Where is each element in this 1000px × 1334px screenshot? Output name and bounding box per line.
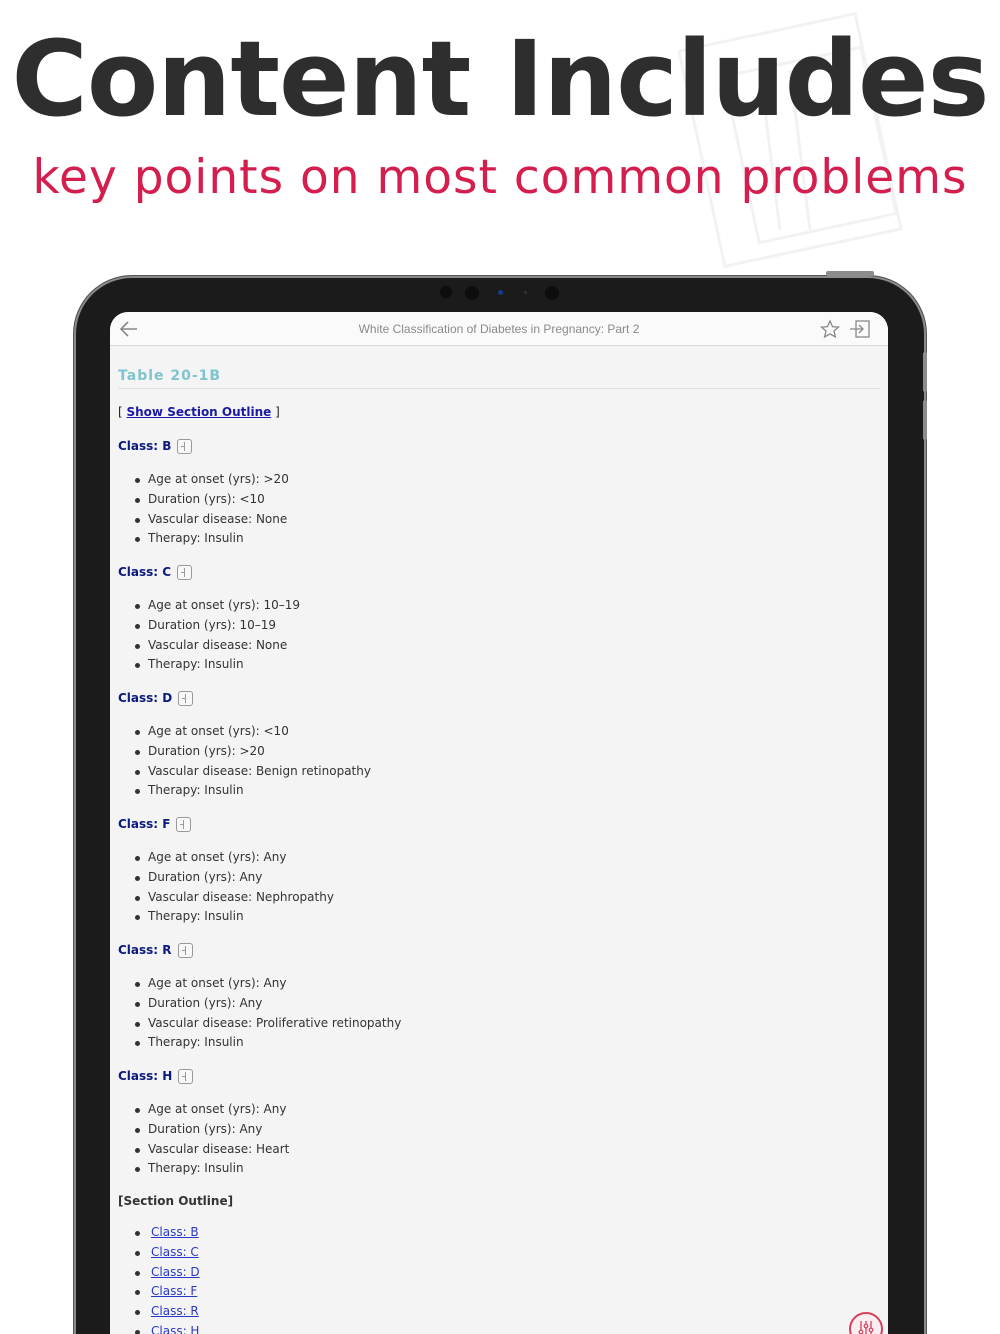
list-item: Age at onset (yrs): >20 [118,470,289,490]
class-heading-label: Class: D [118,691,173,705]
star-icon[interactable] [819,319,841,339]
list-item: Vascular disease: None [118,510,289,530]
table-title: Table 20-1B [118,368,222,384]
exit-to-box-icon[interactable] [849,319,871,339]
expand-icon[interactable] [177,565,192,580]
class-details-list [118,848,334,927]
outline-item [118,1223,200,1243]
expand-icon[interactable] [178,1069,193,1084]
list-item: Age at onset (yrs): 10–19 [118,596,300,616]
outline-link-class-f[interactable]: Class: F [151,1284,198,1299]
expand-icon[interactable] [177,439,192,454]
section-outline-heading: [Section Outline] [118,1194,234,1208]
list-item: Therapy: Insulin [118,655,300,675]
class-heading-label: Class: C [118,565,172,579]
sensor-dot-small [524,291,527,294]
outline-item [118,1263,200,1283]
class-heading-label: Class: R [118,943,172,957]
class-heading-label: Class: B [118,439,172,453]
class-details-list [118,470,289,549]
class-details-list [118,596,300,675]
list-item: Therapy: Insulin [118,1033,401,1053]
class-details-list [118,722,371,801]
sensor-lens [545,286,559,300]
class-heading-label: Class: H [118,1069,173,1083]
list-item: Therapy: Insulin [118,781,371,801]
list-item: Age at onset (yrs): Any [118,974,401,994]
bracket-close: ] [271,405,280,419]
list-item: Duration (yrs): Any [118,868,334,888]
outline-link-class-b[interactable]: Class: B [151,1225,199,1239]
show-outline-row [118,405,280,419]
title-divider [118,388,880,389]
promo-subheadline: key points on most common problems [32,150,968,205]
list-item: Vascular disease: Proliferative retinopathy [118,1014,401,1034]
list-item: Duration (yrs): >20 [118,742,371,762]
section-outline-list [118,1223,200,1334]
list-item: Duration (yrs): Any [118,994,401,1014]
show-section-outline-link[interactable]: Show Section Outline [126,405,272,419]
settings-fab[interactable] [849,1312,883,1334]
list-item: Age at onset (yrs): <10 [118,722,371,742]
expand-icon[interactable] [176,817,191,832]
list-item: Vascular disease: None [118,636,300,656]
class-details-list [118,1100,289,1179]
camera-indicator [498,290,503,295]
outline-link-class-c[interactable]: Class: C [151,1244,199,1259]
class-heading [118,563,192,581]
class-heading-label: Class: F [118,817,171,831]
list-item: Therapy: Insulin [118,529,289,549]
top-button [826,271,874,276]
class-heading [118,941,193,959]
outline-link-class-h[interactable]: Class: H [151,1323,200,1334]
outline-item [118,1322,200,1334]
list-item: Vascular disease: Heart [118,1140,289,1160]
class-heading [118,815,191,833]
promo-headline: Content Includes [11,18,989,140]
list-item: Duration (yrs): 10–19 [118,616,300,636]
outline-link-class-r[interactable]: Class: R [151,1304,199,1319]
outline-item [118,1302,200,1322]
list-item: Age at onset (yrs): Any [118,848,334,868]
navigation-bar [110,312,888,346]
volume-down-button [923,400,927,440]
list-item: Duration (yrs): Any [118,1120,289,1140]
list-item: Vascular disease: Nephropathy [118,888,334,908]
class-heading [118,437,192,455]
class-heading [118,689,193,707]
outline-item [118,1243,200,1263]
bracket-open: [ [118,405,127,419]
outline-link-class-d[interactable]: Class: D [151,1264,200,1279]
class-details-list [118,974,401,1053]
list-item: Therapy: Insulin [118,1159,289,1179]
class-heading [118,1067,193,1085]
sliders-icon [851,1314,881,1334]
expand-icon[interactable] [178,943,193,958]
list-item: Age at onset (yrs): Any [118,1100,289,1120]
sensor-dot [440,286,452,298]
outline-item [118,1282,200,1302]
app-screen [110,312,888,1334]
list-item: Therapy: Insulin [118,907,334,927]
camera-lens [465,286,479,300]
list-item: Duration (yrs): <10 [118,490,289,510]
page-title: White Classification of Diabetes in Pregnancy: Part 2 [358,322,640,336]
expand-icon[interactable] [178,691,193,706]
volume-up-button [923,352,927,392]
camera-bar [74,286,926,302]
list-item: Vascular disease: Benign retinopathy [118,762,371,782]
